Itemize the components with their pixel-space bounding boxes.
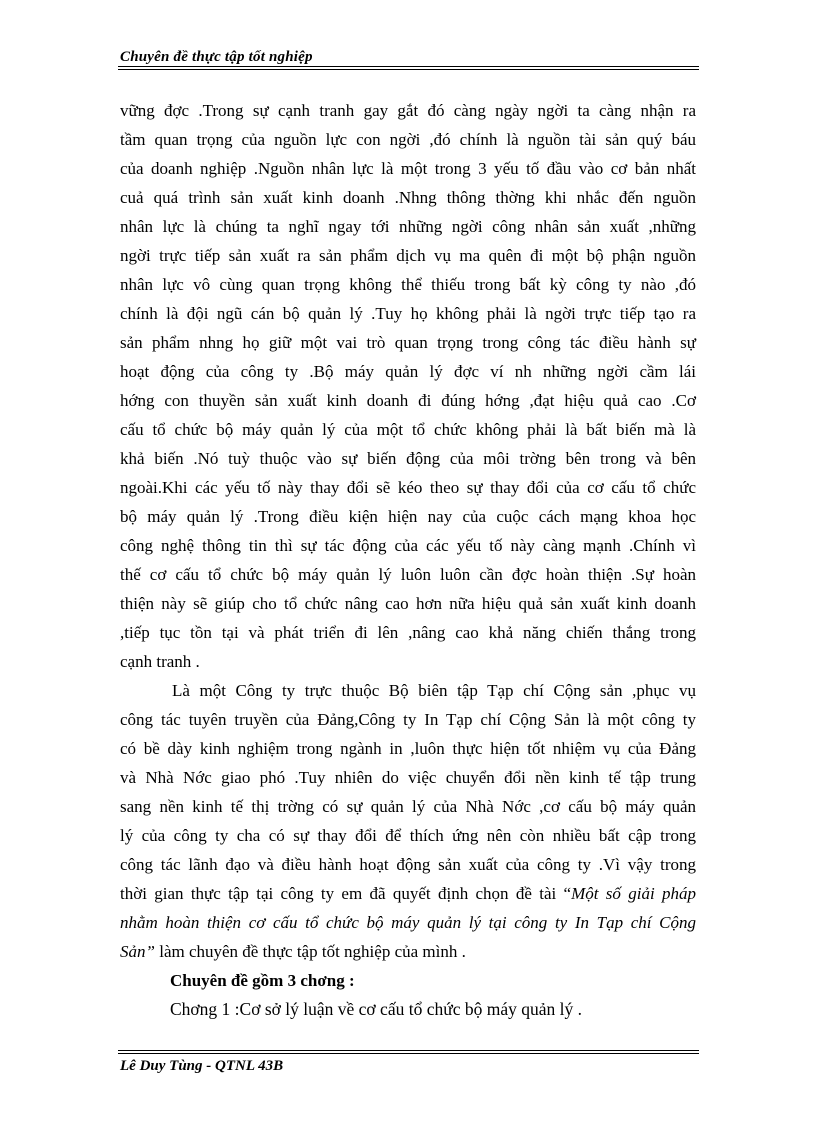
text-line: nhân lực vô cùng quan trọng không thể thiếu trong bất kỳ công ty nào ,đó: [120, 275, 696, 294]
text-line: ,tiếp tục tồn tại và phát triển đi lên ,nâng cao khả năng chiến thắng trong: [120, 623, 696, 642]
text-line: và Nhà Nớc giao phó .Tuy nhiên do việc chuyển đổi nền kinh tế tập trung: [120, 768, 696, 787]
text-line: khả biến .Nó tuỳ thuộc vào sự biến động của môi trờng bên trong và bên: [120, 449, 696, 468]
page-footer-author: Lê Duy Tùng - QTNL 43B: [120, 1058, 284, 1074]
document-body: [120, 96, 696, 1024]
text-line: [120, 937, 696, 966]
text-line: công nghệ thông tin thì sự tác động của các yếu tố này càng mạnh .Chính vì: [120, 536, 696, 555]
text-line: cạnh tranh .: [120, 652, 200, 671]
text-line: sang nền kinh tế thị trờng có sự quản lý của Nhà Nớc ,cơ cấu bộ máy quản: [120, 797, 696, 816]
thesis-title-italic: Sản”: [120, 942, 155, 961]
thesis-title-italic: nhằm hoàn thiện cơ cấu tổ chức bộ máy quản lý tại công ty In Tạp chí Cộng: [120, 913, 696, 932]
text-line: công tác tuyên truyền của Đảng,Công ty In Tạp chí Cộng Sản là một công ty: [120, 710, 696, 729]
text-line: chính là đội ngũ cán bộ quản lý .Tuy họ không phải là ngời trực tiếp tạo ra: [120, 304, 696, 323]
thesis-title-italic: Một số giải pháp: [571, 884, 696, 903]
text-line: hớng con thuyền sản xuất kinh doanh đi đúng hớng ,đạt hiệu quả cao .Cơ: [120, 391, 696, 410]
text-line: cuả quá trình sản xuất kinh doanh .Nhng thông thờng khi nhắc đến nguồn: [120, 188, 696, 207]
header-rule: [118, 66, 699, 70]
text-line: thế cơ cấu tổ chức bộ máy quản lý luôn luôn cần đợc hoàn thiện .Sự hoàn: [120, 565, 696, 584]
text-line: ngoài.Khi các yếu tố này thay đổi sẽ kéo theo sự thay đổi của cơ cấu tổ chức: [120, 478, 696, 497]
text-line: vững đợc .Trong sự cạnh tranh gay gắt đó càng ngày ngời ta càng nhận ra: [120, 101, 696, 120]
text-line: thiện này sẽ giúp cho tổ chức nâng cao hơn nữa hiệu quả sản xuất kinh doanh: [120, 594, 696, 613]
text-line: sản phẩm nhng họ giữ một vai trò quan trọng trong công tác điều hành sự: [120, 333, 696, 352]
text-line: cấu tổ chức bộ máy quản lý của một tổ chức không phải là bất biến mà là: [120, 420, 696, 439]
paragraph-2: [120, 676, 696, 966]
text-segment: làm chuyên đề thực tập tốt nghiệp của mình .: [154, 942, 466, 961]
footer-rule: [118, 1050, 699, 1054]
text-line: tầm quan trọng của nguồn lực con ngời ,đó chính là nguồn tài sản quý báu: [120, 130, 696, 149]
text-line: công tác lãnh đạo và điều hành hoạt động sản xuất của công ty .Vì vậy trong: [120, 855, 696, 874]
text-segment: thời gian thực tập tại công ty em đã quyết định chọn đề tài “: [120, 884, 572, 903]
text-line: nhân lực là chúng ta nghĩ ngay tới những ngời công nhân sản xuất ,những: [120, 217, 696, 236]
text-line: có bề dày kinh nghiệm trong ngành in ,luôn thực hiện tốt nhiệm vụ của Đảng: [120, 739, 696, 758]
text-line: lý của công ty cha có sự thay đổi để thích ứng nên còn nhiều bất cập trong: [120, 826, 696, 845]
text-line: ngời trực tiếp sản xuất ra sản phẩm dịch vụ ma quên đi một bộ phận nguồn: [120, 246, 696, 265]
text-line: bộ máy quản lý .Trong điều kiện hiện nay của cuộc cách mạng khoa học: [120, 507, 696, 526]
structure-heading: Chuyên đề gồm 3 chơng :: [170, 971, 355, 990]
text-line: [120, 879, 696, 908]
text-line: Là một Công ty trực thuộc Bộ biên tập Tạp chí Cộng sản ,phục vụ: [172, 681, 696, 700]
text-line: của doanh nghiệp .Nguồn nhân lực là một trong 3 yếu tố đầu vào cơ bản nhất: [120, 159, 696, 178]
page-header-title: Chuyên đề thực tập tốt nghiệp: [120, 49, 313, 65]
chapter-1-line: Chơng 1 :Cơ sở lý luận về cơ cấu tổ chức bộ máy quản lý .: [170, 999, 582, 1019]
text-line: hoạt động của công ty .Bộ máy quản lý đợc ví nh những ngời cầm lái: [120, 362, 696, 381]
paragraph-1: [120, 96, 696, 676]
